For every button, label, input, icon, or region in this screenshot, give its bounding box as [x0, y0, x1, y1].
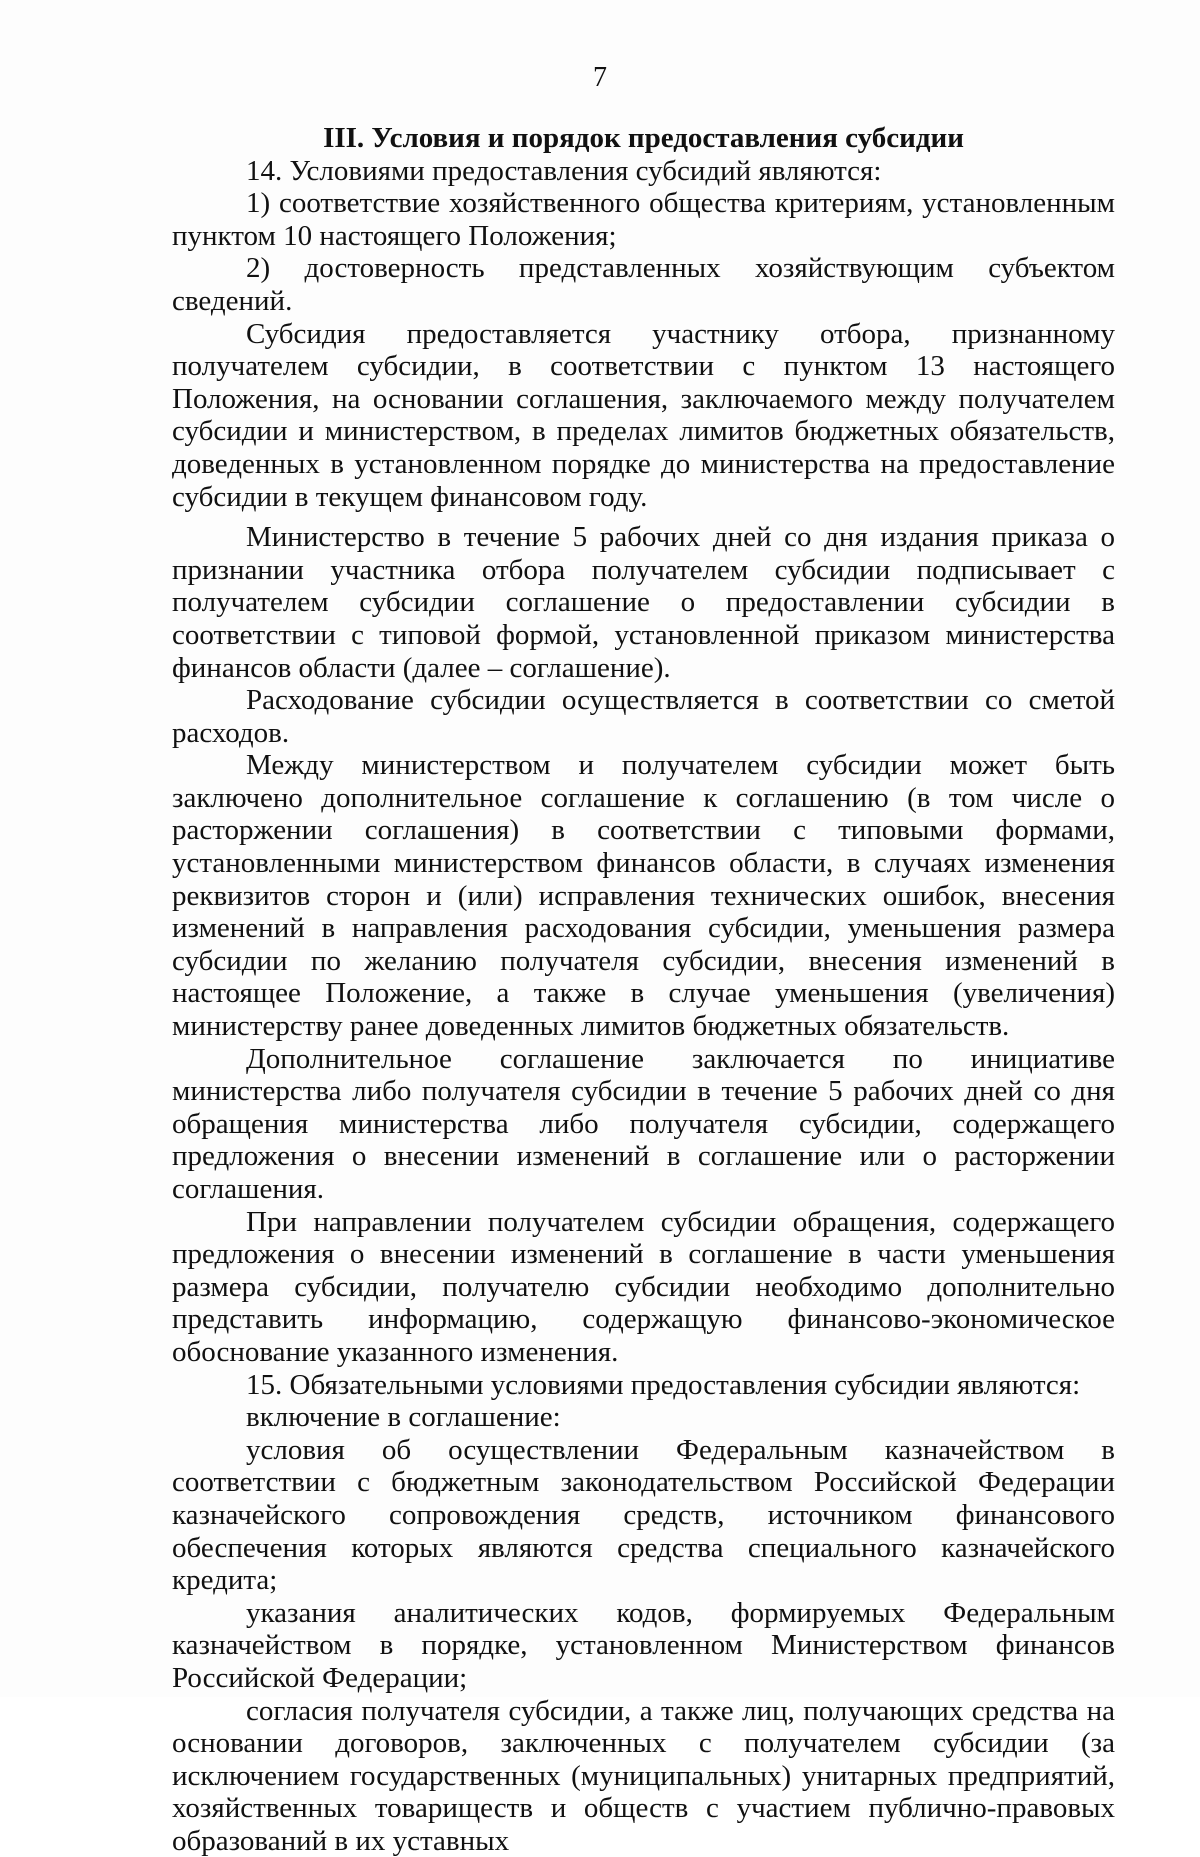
- paragraph-inclusion: включение в соглашение:: [172, 1401, 1115, 1434]
- paragraph-condition-1: 1) соответствие хозяйственного общества критериям, установленным пунктом 10 настоящего Положения;: [172, 187, 1115, 252]
- paragraph-additional-agreement: Между министерством и получателем субсидии может быть заключено дополнительное соглашение к соглашению (в том числе о расторжении соглашения) в соответствии с типовыми формами, установленными министерством финансов области, в случаях изменения реквизитов сторон и (или) исправления технических ошибок, внесения изменений в направления расходования субсидии, уменьшения размера субсидии по желанию получателя субсидии, внесения изменений в настоящее Положение, а также в случае уменьшения (увеличения) министерству ранее доведенных лимитов бюджетных обязательств.: [172, 749, 1115, 1042]
- paragraph-analytic-codes: указания аналитических кодов, формируемых Федеральным казначейством в порядке, установленном Министерством финансов Российской Федерации;: [172, 1597, 1115, 1695]
- paragraph-consent: согласия получателя субсидии, а также лиц, получающих средства на основании договоров, заключенных с получателем субсидии (за исключением государственных (муниципальных) унитарных предприятий, хозяйственных товариществ и обществ с участием публично-правовых образований в их уставных: [172, 1695, 1115, 1857]
- paragraph-item-15: 15. Обязательными условиями предоставления субсидии являются:: [172, 1369, 1115, 1402]
- paragraph-reduction-request: При направлении получателем субсидии обращения, содержащего предложения о внесении изменений в соглашение в части уменьшения размера субсидии, получателю субсидии необходимо дополнительно представить информацию, содержащую финансово-экономическое обоснование указанного изменения.: [172, 1206, 1115, 1369]
- page-number: 7: [0, 62, 1200, 94]
- paragraph-initiative: Дополнительное соглашение заключается по инициативе министерства либо получателя субсидии в течение 5 рабочих дней со дня обращения министерства либо получателя субсидии, содержащего предложения о внесении изменений в соглашение или о расторжении соглашения.: [172, 1043, 1115, 1206]
- paragraph-treasury-support: условия об осуществлении Федеральным казначейством в соответствии с бюджетным законодательством Российской Федерации казначейского сопровождения средств, источником финансового обеспечения которых являются средства специального казначейского кредита;: [172, 1434, 1115, 1597]
- paragraph-agreement-signing: Министерство в течение 5 рабочих дней со дня издания приказа о признании участника отбора получателем субсидии подписывает с получателем субсидии соглашение о предоставлении субсидии в соответствии с типовой формой, установленной приказом министерства финансов области (далее – соглашение).: [172, 521, 1115, 684]
- paragraph-item-14: 14. Условиями предоставления субсидий являются:: [172, 155, 1115, 188]
- paragraph-condition-2: 2) достоверность представленных хозяйствующим субъектом сведений.: [172, 252, 1115, 317]
- paragraph-spending: Расходование субсидии осуществляется в соответствии со сметой расходов.: [172, 684, 1115, 749]
- document-body: [172, 122, 1115, 1857]
- paragraph-subsidy-provision: Субсидия предоставляется участнику отбора, признанному получателем субсидии, в соответствии с пунктом 13 настоящего Положения, на основании соглашения, заключаемого между получателем субсидии и министерством, в пределах лимитов бюджетных обязательств, доведенных в установленном порядке до министерства на предоставление субсидии в текущем финансовом году.: [172, 318, 1115, 514]
- section-heading: III. Условия и порядок предоставления субсидии: [172, 122, 1115, 155]
